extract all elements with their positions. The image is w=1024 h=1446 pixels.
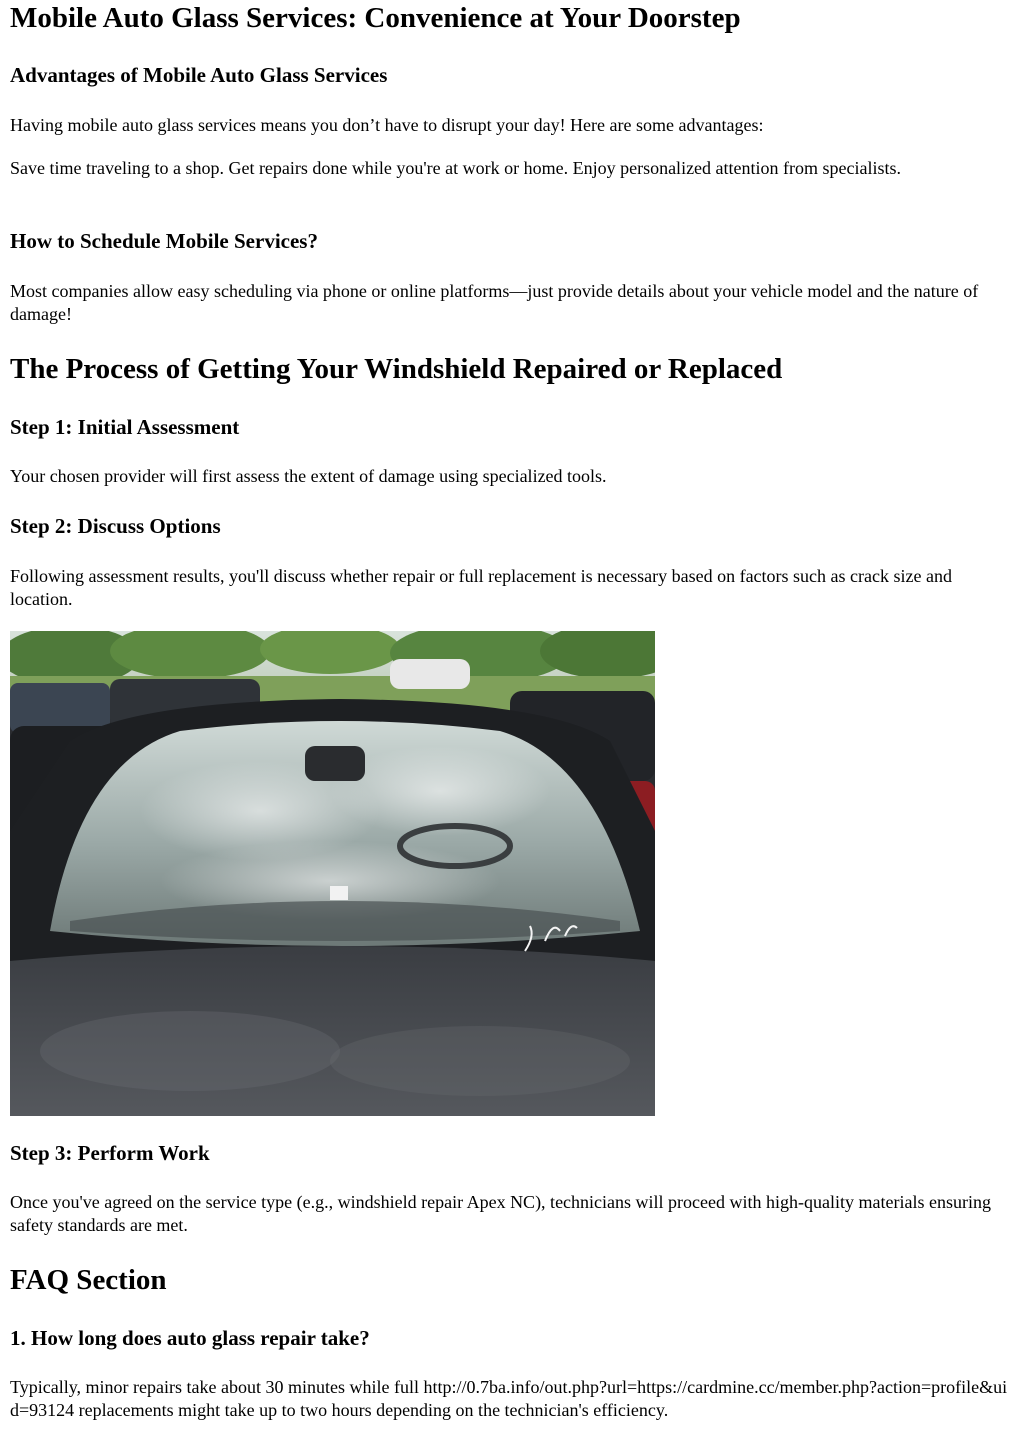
- heading-schedule: How to Schedule Mobile Services?: [10, 229, 318, 253]
- heading-step-2: Step 2: Discuss Options: [10, 514, 221, 538]
- paragraph-step-2: Following assessment results, you'll discuss whether repair or full replacement is necessary based on factors such as crack size and location.: [10, 566, 952, 609]
- windshield-photo: [10, 631, 655, 1116]
- paragraph-advantages-intro: Having mobile auto glass services means you don’t have to disrupt your day! Here are some advantages:: [10, 115, 764, 135]
- section-title-mobile: Mobile Auto Glass Services: Convenience at Your Doorstep: [10, 2, 741, 34]
- section-title-faq: FAQ Section: [10, 1264, 167, 1296]
- heading-step-1: Step 1: Initial Assessment: [10, 415, 240, 439]
- section-title-process: The Process of Getting Your Windshield Repaired or Replaced: [10, 353, 783, 385]
- paragraph-faq-q1: Typically, minor repairs take about 30 minutes while full http://0.7ba.info/out.php?url=https://cardmine.cc/member.php?action=profile&uid=93124 replacements might take up to two hours depending on the technician's efficiency.: [10, 1377, 1008, 1420]
- paragraph-step-1: Your chosen provider will first assess the extent of damage using specialized tools.: [10, 466, 607, 486]
- heading-advantages: Advantages of Mobile Auto Glass Services: [10, 63, 388, 87]
- heading-faq-q1: 1. How long does auto glass repair take?: [10, 1326, 370, 1350]
- paragraph-schedule: Most companies allow easy scheduling via phone or online platforms—just provide details about your vehicle model and the nature of damage!: [10, 281, 979, 324]
- paragraph-step-3: Once you've agreed on the service type (e.g., windshield repair Apex NC), technicians will proceed with high-quality materials ensuring safety standards are met.: [10, 1192, 991, 1235]
- paragraph-advantages-list: Save time traveling to a shop. Get repairs done while you're at work or home. Enjoy personalized attention from specialists.: [10, 158, 901, 178]
- heading-step-3: Step 3: Perform Work: [10, 1141, 210, 1165]
